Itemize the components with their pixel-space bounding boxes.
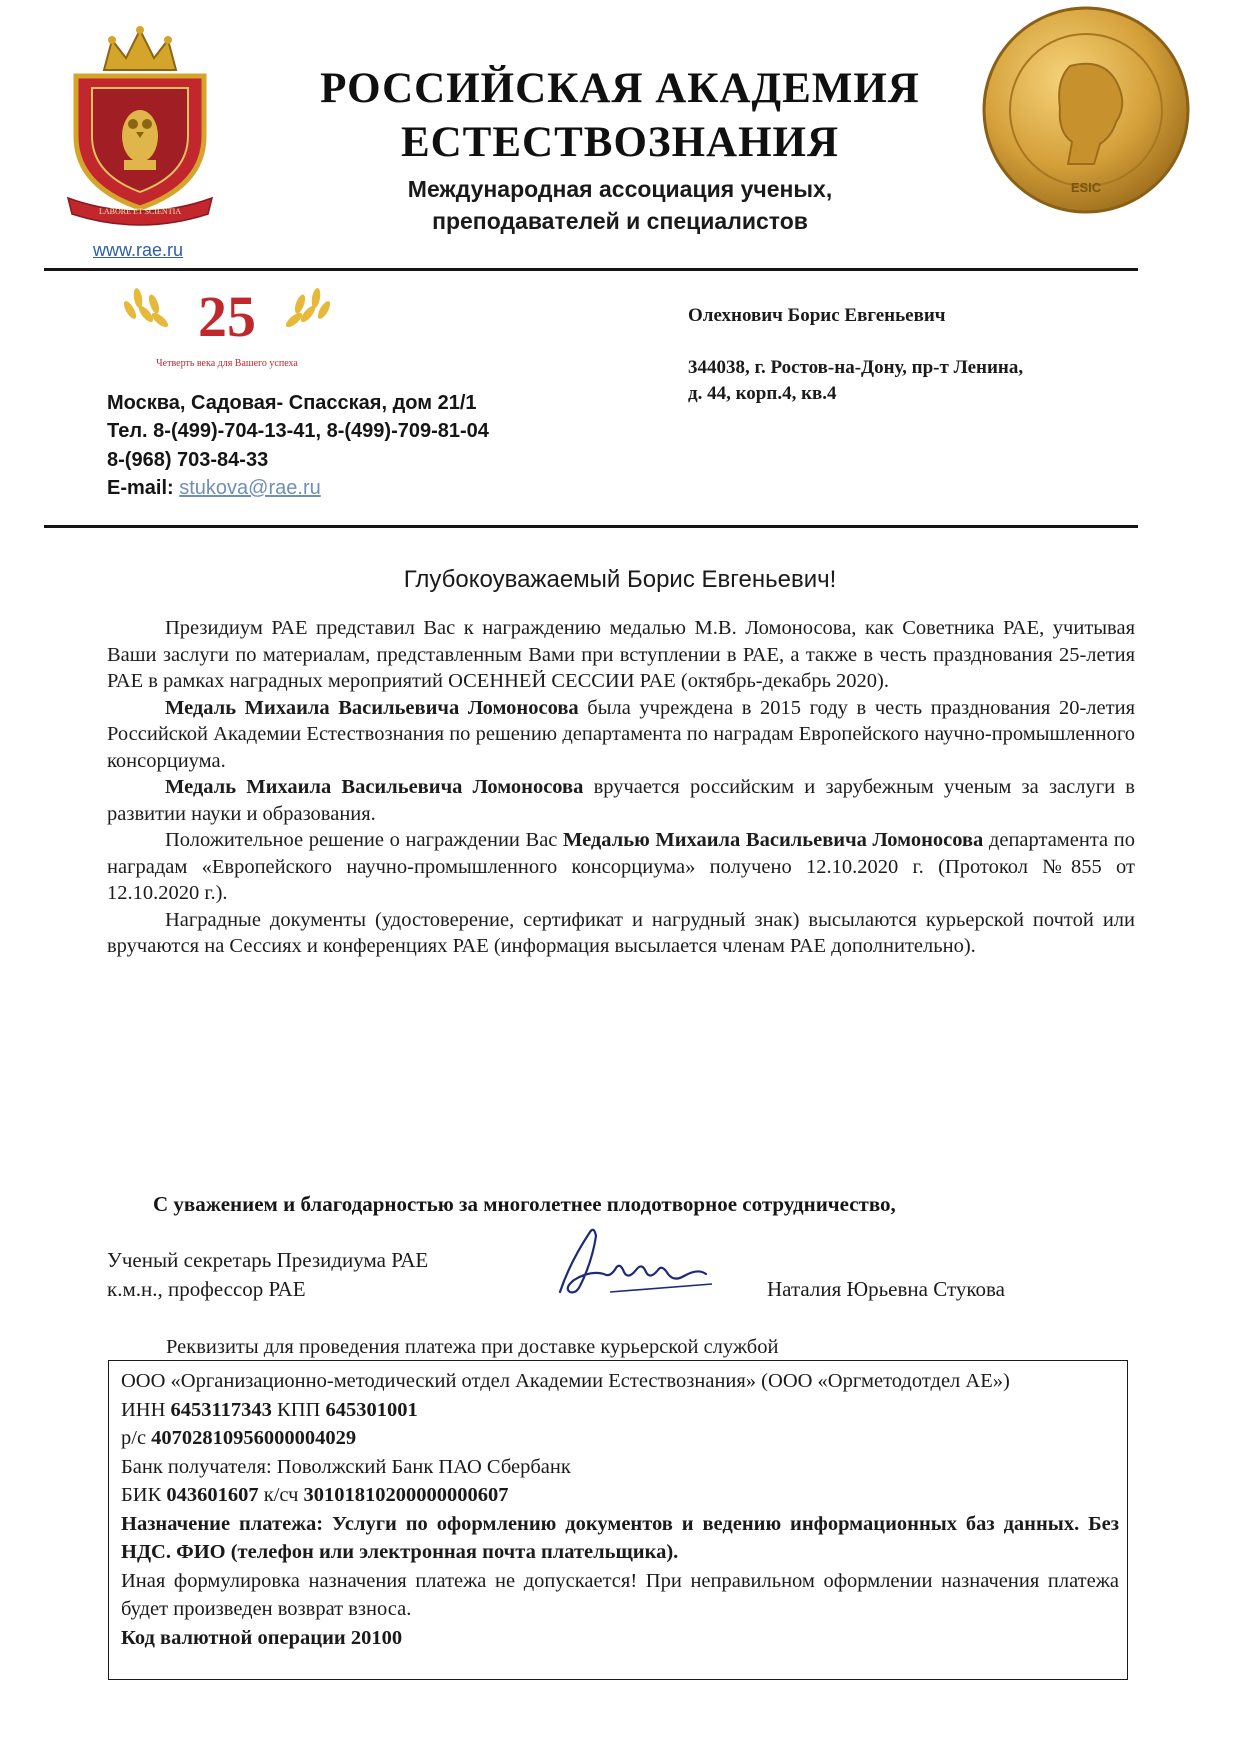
paragraph-4-text: департамента по наградам «Европейского научно-промышленного консорциума» получено 12.10.2020 г. (Протокол №855 от 12.10.2020 г.). [107,829,1135,904]
signer-name: Наталия Юрьевна Стукова [767,1277,1005,1301]
closing-text: С уважением и благодарностью за многолетнее плодотворное сотрудничество, [153,1192,896,1216]
anniversary-number: 25 [198,284,256,349]
paragraph-2-bold: Медаль Михаила Васильевича Ломоносова [165,696,579,719]
gold-medal-icon [980,4,1192,216]
account-label: р/с [121,1427,147,1449]
letter-body [107,615,1135,960]
paragraph-3 [107,774,1135,827]
payment-organization: ООО «Организационно-методический отдел Академии Естествознания» (ООО «Оргметодотдел АЕ») [121,1370,1010,1392]
signer-position-line2: к.м.н., профессор РАЕ [107,1277,306,1301]
account-value: 40702810956000004029 [151,1427,357,1449]
org-title-line2: ЕСТЕСТВОЗНАНИЯ [400,119,840,166]
header-divider [44,268,1138,271]
anniversary-caption: Четверть века для Вашего успеха [156,358,298,369]
crest-motto: LABORE ET SCIENTIA [98,207,182,216]
payment-header: Реквизиты для проведения платежа при доставке курьерской службой [166,1336,779,1358]
svg-text:ESIC: ESIC [1070,180,1102,195]
paragraph-4-start: Положительное решение о награждении Вас [165,829,564,851]
payment-warning: Иная формулировка назначения платежа не допускается! При неправильном оформлении назначения платежа будет произведен возврат взноса. [121,1569,1119,1620]
signer-position-line1: Ученый секретарь Президиума РАЕ [107,1248,429,1272]
payment-details-box [108,1360,1128,1680]
recipient-address-line1: 344038, г. Ростов-на-Дону, пр-т Ленина, [688,357,1024,378]
corr-label: к/сч [263,1484,299,1506]
owl-crest-icon [64,18,216,226]
corr-value: 30101810200000000607 [303,1484,509,1506]
org-subtitle-line1: Международная ассоциация ученых, [407,176,833,202]
recipient-name: Олехнович Борис Евгеньевич [688,305,946,326]
paragraph-5: Наградные документы (удостоверение, сертификат и нагрудный знак) высылаются курьерской почтой или вручаются на Сессиях и конференциях РАЕ (информация высылается членам РАЕ дополнительно). [107,908,1135,957]
contacts-divider [44,525,1138,528]
payment-bank: Банк получателя: Поволжский Банк ПАО Сбербанк [121,1455,571,1478]
paragraph-4 [107,827,1135,907]
email-link[interactable]: stukova@rae.ru [179,477,321,499]
email-label: E-mail: [107,477,174,499]
payment-bik-row [121,1481,1119,1510]
payment-inn-kpp-row [121,1396,1119,1425]
recipient-address-line2: д. 44, корп.4, кв.4 [688,383,837,404]
inn-label: ИНН [121,1398,166,1421]
contact-address: Москва, Садовая- Спасская, дом 21/1 [107,392,477,414]
contact-email-row [107,477,321,500]
bik-label: БИК [121,1484,162,1506]
paragraph-3-text: вручается российским и зарубежным ученым за заслуги в развитии науки и образования. [107,776,1135,825]
handwritten-signature-icon [550,1222,720,1302]
kpp-label: КПП [277,1398,321,1421]
payment-currency-code: Код валютной операции 20100 [121,1626,403,1649]
contact-phones: Тел. 8-(499)-704-13-41, 8-(499)-709-81-04 [107,420,489,442]
kpp-value: 645301001 [325,1398,418,1421]
laurel-wreath-icon [116,280,338,376]
payment-account-row [121,1424,1119,1453]
bik-value: 043601607 [166,1484,259,1506]
paragraph-2 [107,695,1135,775]
org-subtitle-line2: преподавателей и специалистов [432,208,808,234]
inn-value: 6453117343 [170,1398,272,1421]
org-title-line1: РОССИЙСКАЯ АКАДЕМИЯ [320,65,920,112]
salutation: Глубокоуважаемый Борис Евгеньевич! [403,566,837,593]
paragraph-3-bold: Медаль Михаила Васильевича Ломоносова [165,776,584,798]
website-link[interactable]: www.rae.ru [93,240,184,260]
payment-purpose: Назначение платежа: Услуги по оформлению документов и ведению информационных баз данных. Без НДС. ФИО (телефон или электронная почта плательщика). [121,1512,1119,1563]
paragraph-4-bold: Медалью Михаила Васильевича Ломоносова [563,829,984,851]
contact-mobile: 8-(968) 703-84-33 [107,449,269,471]
paragraph-1: Президиум РАЕ представил Вас к награждению медалью М.В. Ломоносова, как Советника РАЕ, учитывая Ваши заслуги по материалам, представленным Вами при вступлении в РАЕ, а также в честь празднования 25-летия РАЕ в рамках наградных мероприятий ОСЕННЕЙ СЕССИИ РАЕ (октябрь-декабрь 2020). [107,617,1135,692]
paragraph-2-text: была учреждена в 2015 году в честь празднования 20-летия Российской Академии Естествознания по решению департамента по наградам Европейского научно-промышленного консорциума. [107,696,1135,772]
